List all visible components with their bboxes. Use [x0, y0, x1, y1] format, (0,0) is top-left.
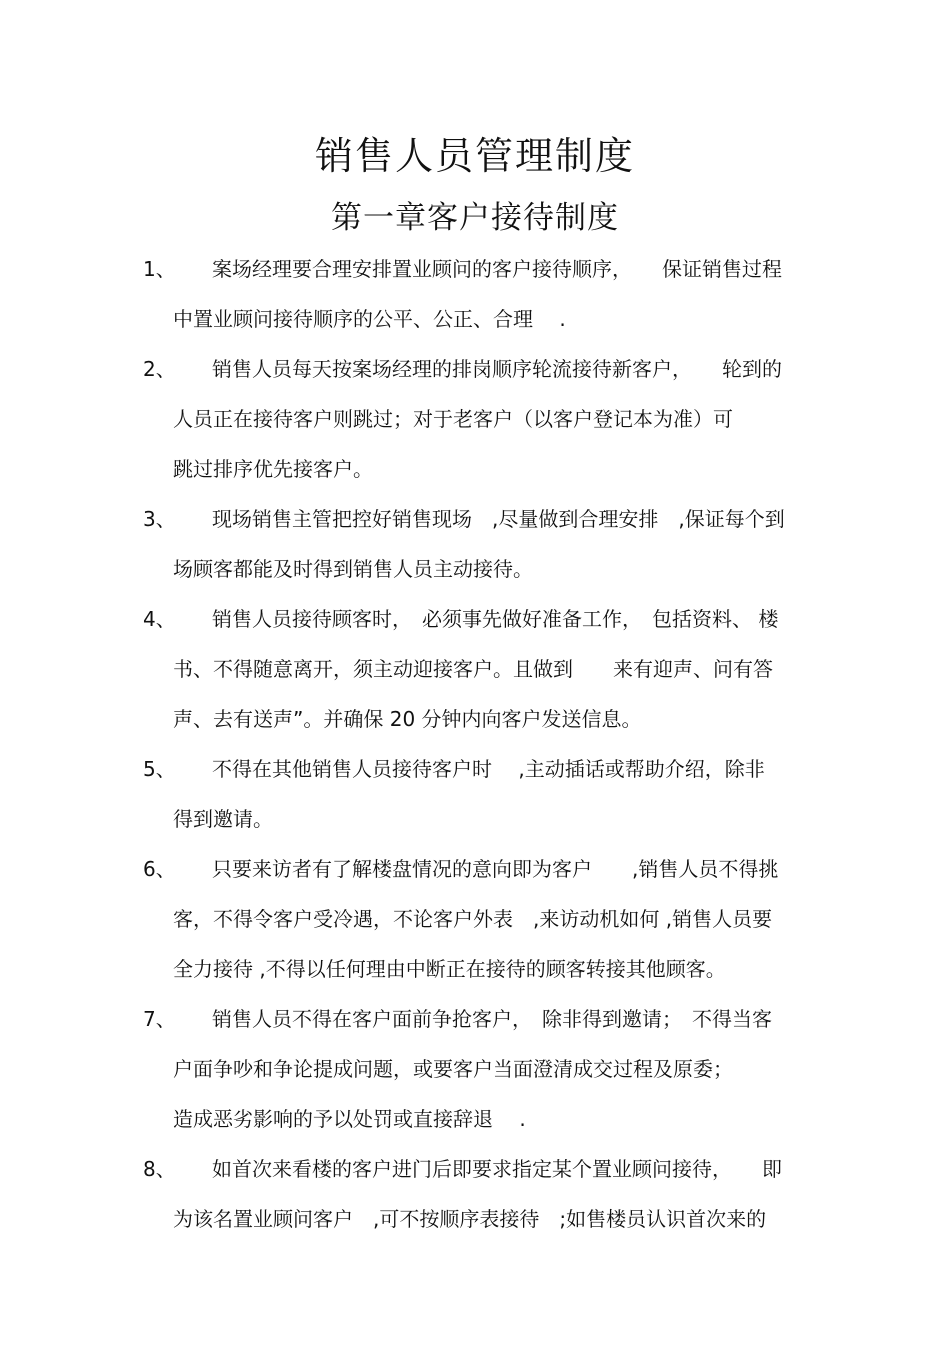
rule-text-line: 不得在其他销售人员接待客户时 ,主动插话或帮助介绍，除非 [212, 757, 765, 781]
rule-number: 1、 [143, 257, 176, 281]
rule-number: 2、 [143, 357, 176, 381]
rule-text-line: 人员正在接待客户则跳过；对于老客户（以客户登记本为准）可 [173, 407, 733, 431]
rule-number: 3、 [143, 507, 176, 531]
rule-text-line: 得到邀请。 [173, 807, 273, 831]
rule-number: 8、 [143, 1157, 176, 1181]
chapter-title: 第一章客户接待制度 [331, 200, 619, 236]
rule-number: 7、 [143, 1007, 176, 1031]
rule-text-line: 书、不得随意离开，须主动迎接客户。且做到 来有迎声、问有答 [173, 657, 773, 681]
rule-text-line: 案场经理要合理安排置业顾问的客户接待顺序， 保证销售过程 [212, 257, 782, 281]
rule-text-line: 销售人员每天按案场经理的排岗顺序轮流接待新客户， 轮到的 [212, 357, 782, 381]
rule-number: 5、 [143, 757, 176, 781]
rule-number: 6、 [143, 857, 176, 881]
rule-text-line: 客，不得令客户受冷遇，不论客户外表 ,来访动机如何 ,销售人员要 [173, 907, 773, 931]
rule-text-line: 销售人员接待顾客时， 必须事先做好准备工作， 包括资料、 楼 [212, 607, 779, 631]
rule-text-line: 中置业顾问接待顺序的公平、公正、合理 . [173, 307, 566, 331]
rule-text-line: 跳过排序优先接客户。 [173, 457, 373, 481]
rule-text-line: 户面争吵和争论提成问题，或要客户当面澄清成交过程及原委； [173, 1057, 733, 1081]
rule-text-line: 声、去有送声”。并确保 20 分钟内向客户发送信息。 [173, 707, 642, 731]
rule-text-line: 场顾客都能及时得到销售人员主动接待。 [173, 557, 533, 581]
rule-text-line: 只要来访者有了解楼盘情况的意向即为客户 ,销售人员不得挑 [212, 857, 779, 881]
rule-text-line: 为该名置业顾问客户 ,可不按顺序表接待 ;如售楼员认识首次来的 [173, 1207, 767, 1231]
rule-text-line: 销售人员不得在客户面前争抢客户， 除非得到邀请； 不得当客 [212, 1007, 772, 1031]
rule-number: 4、 [143, 607, 176, 631]
rule-text-line: 全力接待 ,不得以任何理由中断正在接待的顾客转接其他顾客。 [173, 957, 726, 981]
rule-text-line: 造成恶劣影响的予以处罚或直接辞退 . [173, 1107, 526, 1131]
rule-text-line: 如首次来看楼的客户进门后即要求指定某个置业顾问接待， 即 [212, 1157, 782, 1181]
rule-text-line: 现场销售主管把控好销售现场 ,尽量做到合理安排 ,保证每个到 [212, 507, 785, 531]
document-title: 销售人员管理制度 [314, 134, 635, 178]
